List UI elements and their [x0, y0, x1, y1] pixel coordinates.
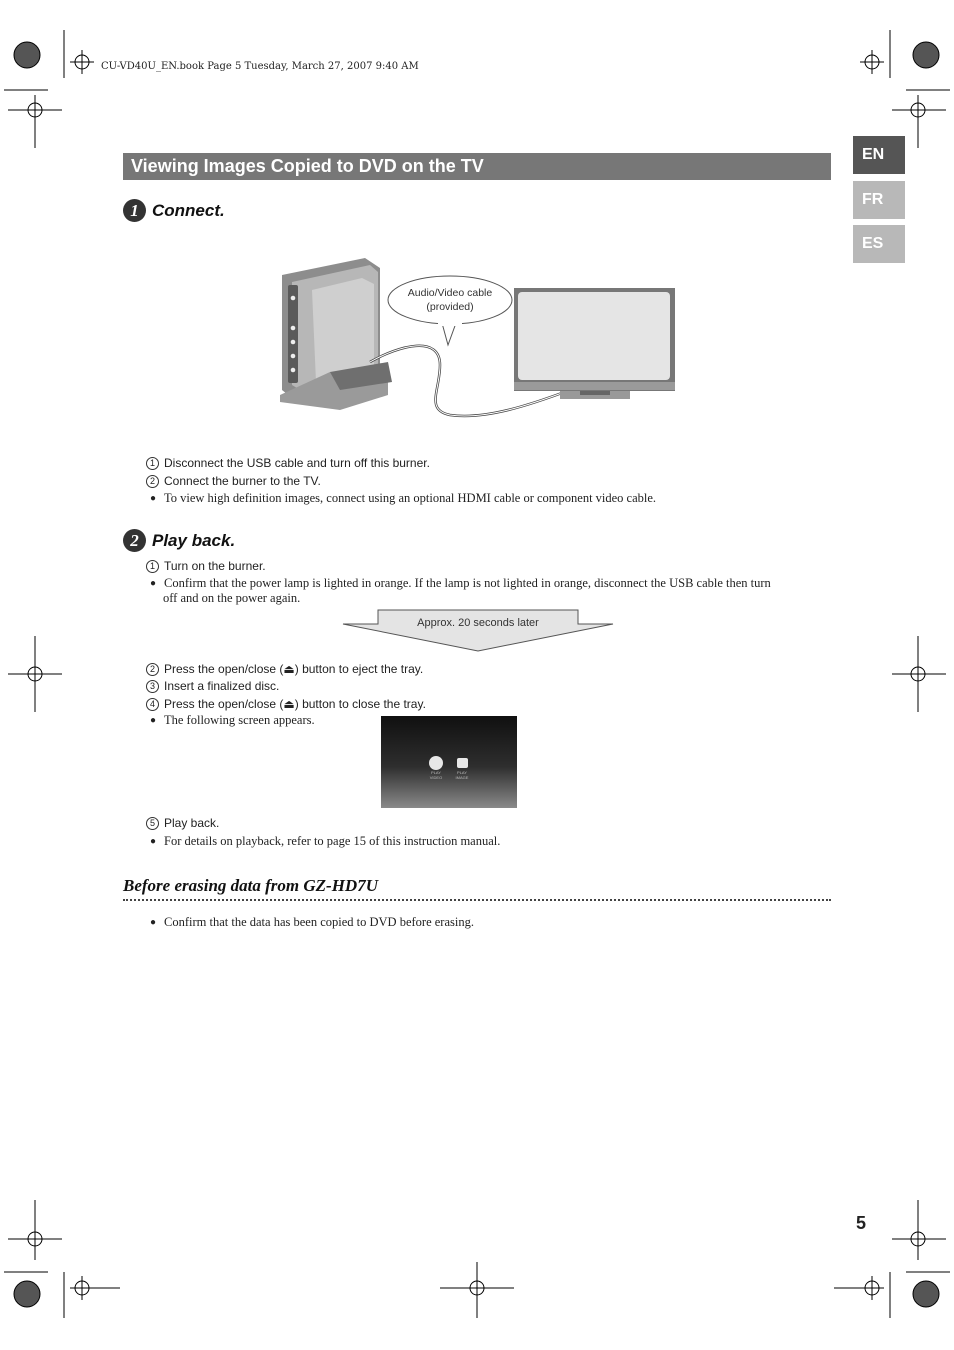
- play-image-caption: PLAY IMAGE: [455, 770, 469, 780]
- item-marker: 1: [146, 560, 159, 573]
- step2-note-1-line1: Confirm that the power lamp is lighted in orange. If the lamp is not lighted in orange, disconnect the USB cable then turn: [164, 576, 771, 590]
- play-video-option: [425, 756, 447, 780]
- play-image-option: [451, 756, 473, 780]
- bullet-icon: ●: [150, 715, 157, 726]
- step2-note-1-line2: off and on the power again.: [163, 591, 301, 605]
- item-marker: 3: [146, 680, 159, 693]
- cable-callout-line2: (provided): [426, 301, 474, 313]
- step1-heading: [123, 199, 225, 222]
- step2-item-3: [146, 679, 279, 694]
- step2-note-3: [150, 834, 500, 849]
- lang-tab-es[interactable]: ES: [853, 225, 905, 263]
- step1-note: [150, 491, 656, 506]
- cable-callout-line1: Audio/Video cable: [407, 287, 493, 299]
- step2-item-1-text: Turn on the burner.: [164, 559, 266, 573]
- step2-item-4: [146, 697, 426, 712]
- page-number: 5: [856, 1213, 867, 1233]
- step1-item-2: [146, 474, 321, 489]
- step2-item-5: [146, 816, 219, 831]
- step1-title: Connect.: [152, 200, 225, 220]
- bullet-icon: ●: [150, 836, 157, 847]
- step2-item-5-text: Play back.: [164, 816, 220, 830]
- play-video-caption: PLAY VIDEO: [429, 770, 443, 780]
- item-marker: 2: [146, 663, 159, 676]
- section-title: Viewing Images Copied to DVD on the TV: [123, 153, 831, 180]
- camera-icon: [457, 758, 468, 768]
- step2-note-2: [150, 713, 315, 728]
- step1-number: 1: [123, 199, 146, 222]
- step2-number: 2: [123, 529, 146, 552]
- item-marker: 1: [146, 457, 159, 470]
- erase-section-title: Before erasing data from GZ-HD7U: [123, 876, 378, 895]
- step2-item-4-text: Press the open/close (⏏) button to close the tray.: [164, 697, 426, 711]
- step2-title: Play back.: [152, 530, 236, 550]
- item-marker: 5: [146, 817, 159, 830]
- step2-note-3-text: For details on playback, refer to page 15 of this instruction manual.: [164, 834, 501, 848]
- film-icon: [429, 756, 443, 770]
- item-marker: 4: [146, 698, 159, 711]
- lang-tab-en[interactable]: EN: [853, 136, 905, 174]
- step1-item-2-text: Connect the burner to the TV.: [164, 474, 321, 488]
- step1-item-1-text: Disconnect the USB cable and turn off this burner.: [164, 456, 430, 470]
- step2-note-2-text: The following screen appears.: [164, 713, 315, 727]
- bullet-icon: ●: [150, 917, 157, 928]
- erase-note-text: Confirm that the data has been copied to DVD before erasing.: [164, 915, 474, 929]
- menu-screen-image: [381, 716, 517, 808]
- bullet-icon: ●: [150, 493, 157, 504]
- bullet-icon: ●: [150, 578, 157, 589]
- step1-note-text: To view high definition images, connect using an optional HDMI cable or component video cable.: [164, 491, 657, 505]
- step1-item-1: [146, 456, 430, 471]
- section-divider: [123, 899, 831, 901]
- connection-diagram: [270, 250, 690, 425]
- item-marker: 2: [146, 475, 159, 488]
- arrow-label: Approx. 20 seconds later: [417, 617, 539, 629]
- step2-item-2: [146, 662, 423, 677]
- step2-note-1: [150, 576, 840, 591]
- book-info-header: CU-VD40U_EN.book Page 5 Tuesday, March 27, 2007 9:40 AM: [101, 61, 419, 72]
- step2-heading: [123, 529, 235, 552]
- step2-item-1: [146, 559, 266, 574]
- step2-item-3-text: Insert a finalized disc.: [164, 679, 280, 693]
- down-arrow: [340, 608, 616, 654]
- step2-item-2-text: Press the open/close (⏏) button to eject the tray.: [164, 662, 424, 676]
- erase-note: [150, 915, 474, 930]
- lang-tab-fr[interactable]: FR: [853, 181, 905, 219]
